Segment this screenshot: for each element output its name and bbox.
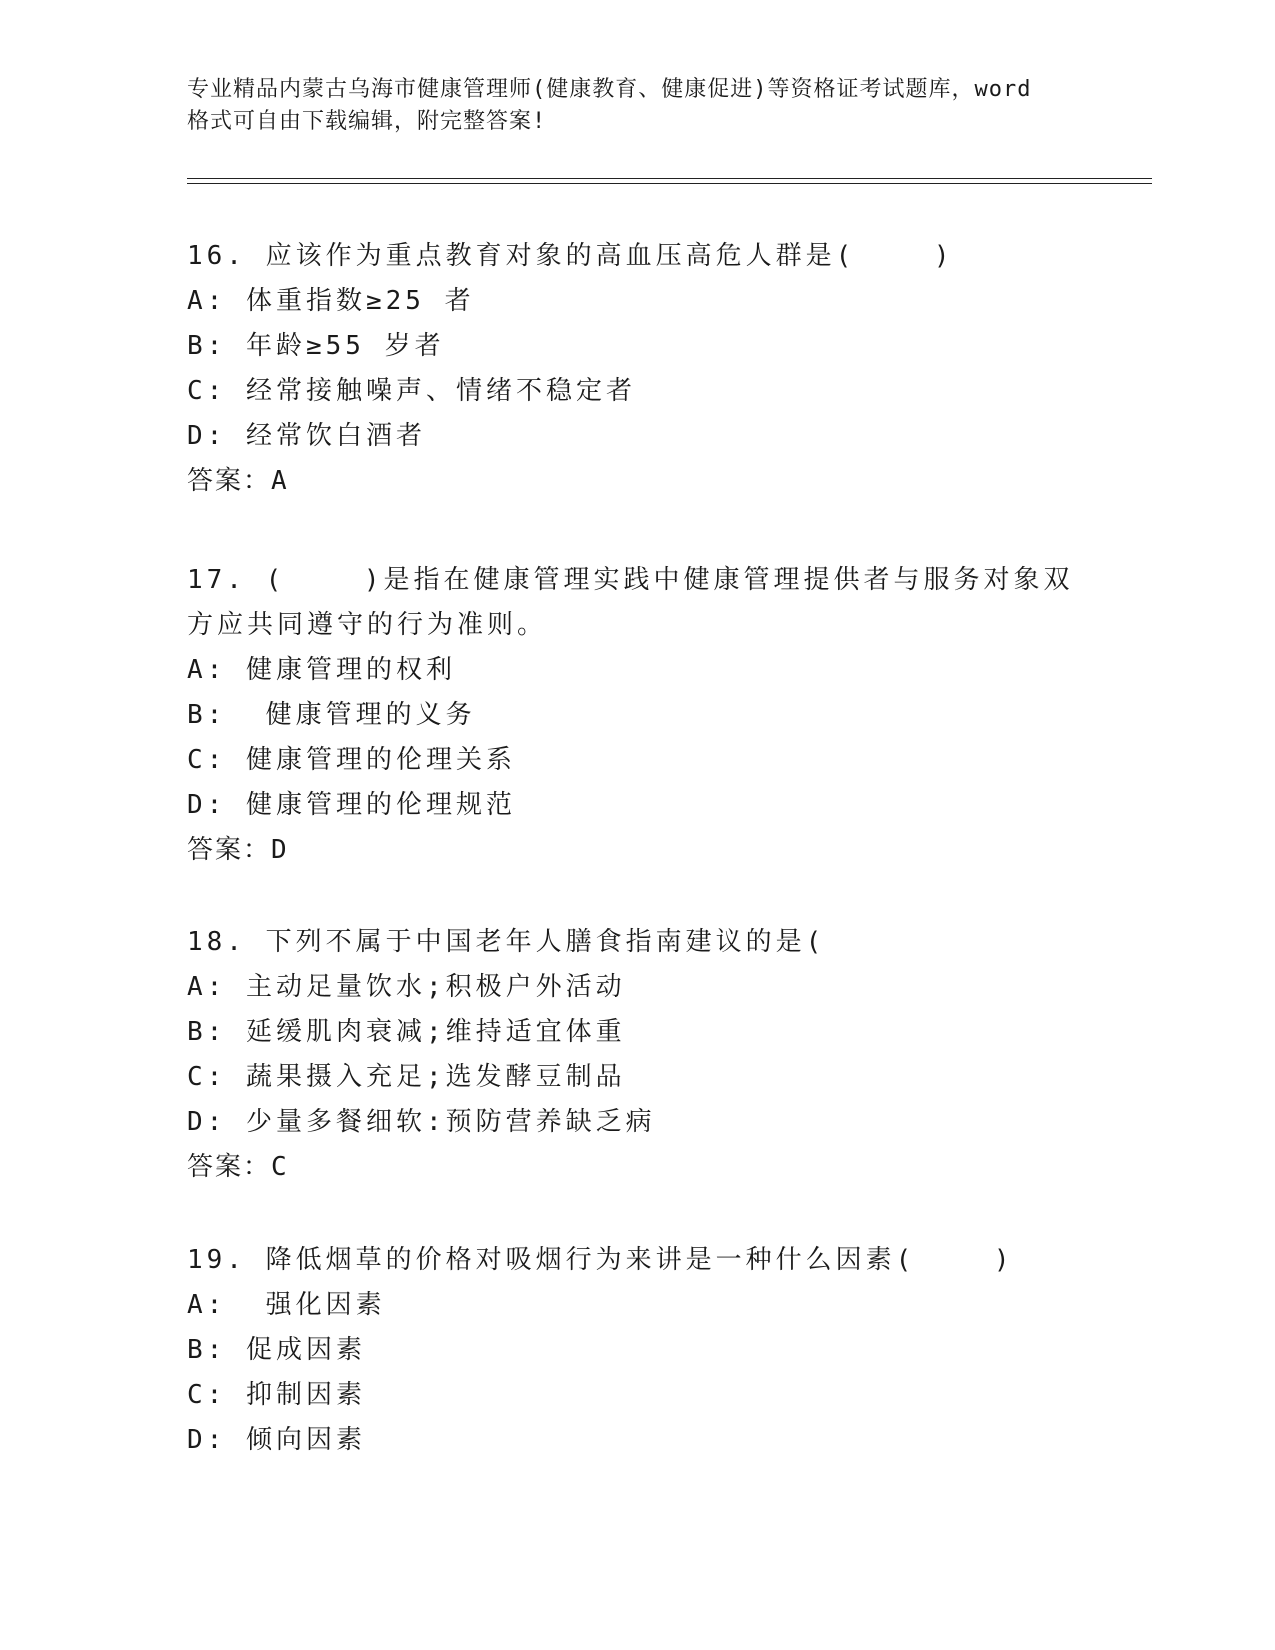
question-19 (187, 1238, 1087, 1463)
option-c: C: 蔬果摄入充足;选发酵豆制品 (187, 1062, 626, 1092)
option-a: A: 体重指数≥25 者 (187, 286, 475, 316)
option-d: D: 倾向因素 (187, 1425, 366, 1455)
document-header (187, 74, 1087, 138)
question-stem: 16. 应该作为重点教育对象的高血压高危人群是( ) (187, 241, 954, 271)
answer-label: 答案： (187, 1152, 272, 1182)
question-stem: 19. 降低烟草的价格对吸烟行为来讲是一种什么因素( ) (187, 1245, 1014, 1275)
option-b: B: 促成因素 (187, 1335, 366, 1365)
option-c: C: 经常接触噪声、情绪不稳定者 (187, 376, 636, 406)
answer-value: C (271, 1152, 288, 1182)
option-a: A: 健康管理的权利 (187, 655, 456, 685)
option-d: D: 健康管理的伦理规范 (187, 790, 516, 820)
question-16 (187, 234, 1087, 504)
option-b: B: 延缓肌肉衰减;维持适宜体重 (187, 1017, 626, 1047)
option-d: D: 少量多餐细软:预防营养缺乏病 (187, 1107, 656, 1137)
question-stem: 18. 下列不属于中国老年人膳食指南建议的是( (187, 927, 826, 957)
option-a: A: 强化因素 (187, 1290, 386, 1320)
option-d: D: 经常饮白酒者 (187, 421, 426, 451)
option-a: A: 主动足量饮水;积极户外活动 (187, 972, 626, 1002)
option-b: B: 年龄≥55 岁者 (187, 331, 445, 361)
question-stem: 17. ( )是指在健康管理实践中健康管理提供者与服务对象双方应共同遵守的行为准则。 (187, 565, 1074, 640)
option-c: C: 抑制因素 (187, 1380, 366, 1410)
header-line-1: 专业精品内蒙古乌海市健康管理师(健康教育、健康促进)等资格证考试题库，word (187, 77, 1032, 102)
header-rule-top (187, 178, 1152, 179)
option-c: C: 健康管理的伦理关系 (187, 745, 516, 775)
answer-line (187, 459, 1087, 504)
header-line-2: 格式可自由下载编辑，附完整答案! (187, 109, 547, 134)
header-rule-bottom (187, 183, 1152, 184)
question-17 (187, 558, 1087, 873)
answer-value: D (271, 835, 288, 865)
question-18 (187, 920, 1087, 1190)
answer-line (187, 828, 1087, 873)
answer-label: 答案： (187, 466, 272, 496)
answer-line (187, 1145, 1087, 1190)
answer-label: 答案： (187, 835, 272, 865)
answer-value: A (271, 466, 288, 496)
option-b: B: 健康管理的义务 (187, 700, 476, 730)
